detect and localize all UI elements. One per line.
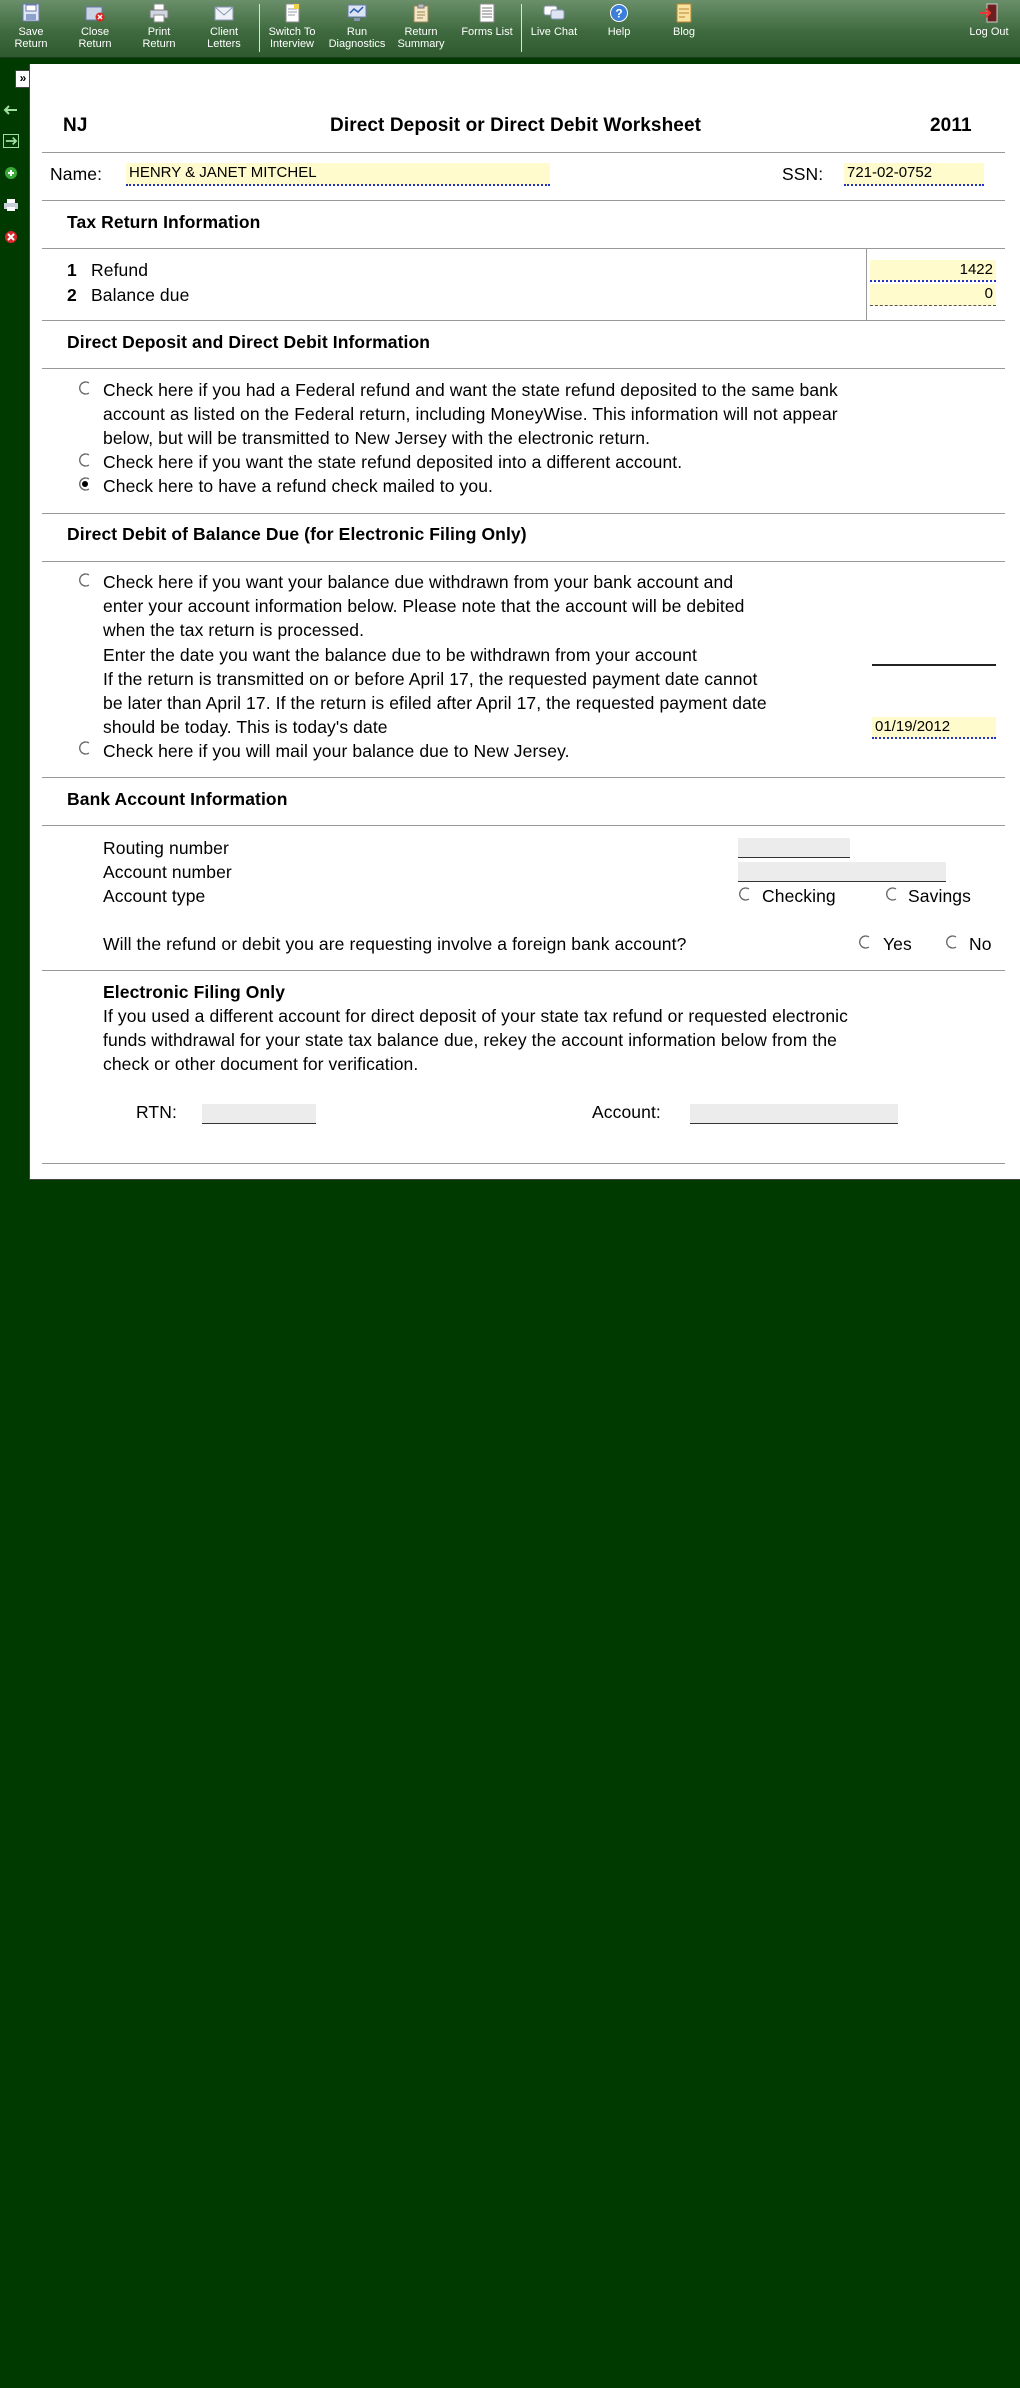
blog-label: Blog — [672, 26, 696, 38]
floppy-icon — [20, 3, 42, 23]
chat-icon — [543, 3, 565, 23]
toolbar — [0, 0, 1020, 58]
checking-label: Checking — [762, 886, 836, 906]
svg-text:?: ? — [615, 6, 623, 21]
mail-check-option: Check here to have a refund check mailed to you. — [103, 476, 494, 496]
forward-arrow-icon[interactable] — [3, 134, 19, 148]
close-return-label-2: Return — [78, 38, 112, 50]
live-chat-label: Live Chat — [530, 26, 578, 38]
section-direct-deposit: Direct Deposit and Direct Debit Information — [67, 332, 431, 352]
return-summary-label-1: Return — [404, 26, 438, 38]
run-diagnostics-label-2: Diagnostics — [328, 38, 386, 50]
todays-date-field: 01/19/2012 — [872, 717, 996, 739]
foreign-no-label: No — [969, 934, 992, 954]
save-return-label-2: Return — [14, 38, 48, 50]
page-title: Direct Deposit or Direct Debit Worksheet — [330, 115, 702, 136]
toolbar-separator — [259, 4, 260, 52]
withdraw-option-line3: when the tax return is processed. — [103, 620, 365, 640]
expand-panel-tab[interactable]: » — [15, 70, 31, 88]
divider — [42, 248, 1005, 249]
switch-interview-label-2: Interview — [269, 38, 315, 50]
mail-balance-radio[interactable] — [78, 741, 92, 755]
help-icon — [608, 3, 630, 23]
same-bank-option-line3: below, but will be transmitted to New Jersey with the electronic return. — [103, 428, 651, 448]
live-chat-button[interactable] — [523, 3, 585, 57]
state-code: NJ — [63, 115, 88, 136]
client-letters-label-2: Letters — [207, 38, 241, 50]
routing-number-field[interactable] — [738, 838, 850, 858]
document-icon — [281, 3, 303, 23]
foreign-account-question: Will the refund or debit you are requesting involve a foreign bank account? — [103, 934, 687, 954]
close-folder-icon — [84, 3, 106, 23]
print-return-label-2: Return — [142, 38, 176, 50]
save-return-button[interactable] — [0, 3, 62, 57]
section-direct-debit: Direct Debit of Balance Due (for Electronic Filing Only) — [67, 524, 527, 544]
forms-list-label: Forms List — [461, 26, 513, 38]
add-circle-icon[interactable] — [3, 166, 19, 180]
monitor-icon — [346, 3, 368, 23]
name-field[interactable]: HENRY & JANET MITCHEL — [126, 163, 550, 186]
help-button[interactable] — [588, 3, 650, 57]
divider — [42, 152, 1005, 153]
balance-due-label: Balance due — [91, 285, 190, 305]
run-diagnostics-label-1: Run — [346, 26, 368, 38]
printer-icon — [148, 3, 170, 23]
divider — [42, 320, 1005, 321]
foreign-no-radio[interactable] — [945, 935, 959, 949]
print-return-label-1: Print — [147, 26, 171, 38]
account-number-field[interactable] — [738, 862, 946, 882]
refund-label: Refund — [91, 260, 149, 280]
checking-radio[interactable] — [738, 887, 752, 901]
divider — [42, 825, 1005, 826]
mail-check-radio[interactable] — [78, 477, 92, 491]
section-bank-account: Bank Account Information — [67, 789, 288, 809]
line-1-number: 1 — [67, 260, 77, 280]
ssn-field[interactable]: 721-02-0752 — [844, 163, 984, 186]
log-out-button[interactable] — [958, 3, 1020, 57]
foreign-yes-radio[interactable] — [858, 935, 872, 949]
divider — [42, 561, 1005, 562]
line-2-number: 2 — [67, 285, 77, 305]
efile-text-line3: check or other document for verification. — [103, 1054, 419, 1074]
foreign-yes-label: Yes — [883, 934, 912, 954]
divider — [42, 777, 1005, 778]
routing-number-label: Routing number — [103, 838, 229, 858]
log-out-label: Log Out — [969, 26, 1009, 38]
divider — [42, 368, 1005, 369]
withdraw-balance-radio[interactable] — [78, 573, 92, 587]
section-tax-return-info: Tax Return Information — [67, 212, 261, 232]
same-bank-option-line1: Check here if you had a Federal refund and want the state refund deposited to the same bank — [103, 380, 838, 400]
mail-balance-option: Check here if you will mail your balance due to New Jersey. — [103, 741, 570, 761]
rtn-label: RTN: — [136, 1102, 177, 1122]
efile-section-title: Electronic Filing Only — [103, 982, 286, 1002]
account-verify-field[interactable] — [690, 1104, 898, 1124]
different-account-radio[interactable] — [78, 453, 92, 467]
toolbar-separator — [521, 4, 522, 52]
account-number-label: Account number — [103, 862, 232, 882]
same-bank-option-line2: account as listed on the Federal return, including MoneyWise. This information will not appear — [103, 404, 838, 424]
print-icon[interactable] — [3, 198, 19, 212]
blog-icon — [673, 3, 695, 23]
efile-text-line1: If you used a different account for direct deposit of your state tax refund or requested electronic — [103, 1006, 849, 1026]
divider — [42, 970, 1005, 971]
return-summary-label-2: Summary — [397, 38, 445, 50]
withdraw-option-line2: enter your account information below. Please note that the account will be debited — [103, 596, 745, 616]
rtn-verify-field[interactable] — [202, 1104, 316, 1124]
refund-amount-field[interactable]: 1422 — [870, 260, 996, 282]
back-arrow-icon[interactable] — [3, 103, 19, 117]
divider — [42, 1163, 1005, 1164]
worksheet — [29, 64, 1020, 1180]
logout-icon — [978, 3, 1000, 23]
envelope-icon — [213, 3, 235, 23]
balance-due-field[interactable]: 0 — [870, 284, 996, 306]
print-return-button[interactable] — [128, 3, 190, 57]
clipboard-icon — [410, 3, 432, 23]
column-divider — [866, 248, 867, 320]
client-letters-label-1: Client — [209, 26, 239, 38]
delete-icon[interactable] — [3, 230, 19, 244]
run-diagnostics-button[interactable] — [326, 3, 388, 57]
close-return-label-1: Close — [80, 26, 110, 38]
blog-button[interactable] — [653, 3, 715, 57]
name-label: Name: — [50, 164, 103, 184]
payment-note-line1: If the return is transmitted on or before April 17, the requested payment date cannot — [103, 669, 758, 689]
client-letters-button[interactable] — [193, 3, 255, 57]
list-icon — [476, 3, 498, 23]
account-type-label: Account type — [103, 886, 206, 906]
forms-list-button[interactable] — [456, 3, 518, 57]
close-return-button[interactable] — [64, 3, 126, 57]
ssn-label: SSN: — [782, 164, 824, 184]
divider — [42, 513, 1005, 514]
return-summary-button[interactable] — [390, 3, 452, 57]
savings-radio[interactable] — [885, 887, 899, 901]
different-account-option: Check here if you want the state refund deposited into a different account. — [103, 452, 683, 472]
account-verify-label: Account: — [592, 1102, 661, 1122]
same-bank-radio[interactable] — [78, 381, 92, 395]
switch-interview-label-1: Switch To — [268, 26, 316, 38]
payment-note-line3: should be today. This is today's date — [103, 717, 388, 737]
switch-to-interview-button[interactable] — [261, 3, 323, 57]
left-rail — [0, 58, 22, 298]
divider — [42, 200, 1005, 201]
help-label: Help — [607, 26, 631, 38]
payment-note-line2: be later than April 17. If the return is efiled after April 17, the requested payment date — [103, 693, 767, 713]
withdrawal-date-label: Enter the date you want the balance due to be withdrawn from your account — [103, 645, 697, 665]
tax-year: 2011 — [930, 115, 972, 136]
save-return-label-1: Save — [18, 26, 44, 38]
withdrawal-date-field[interactable] — [872, 646, 996, 666]
withdraw-option-line1: Check here if you want your balance due withdrawn from your bank account and — [103, 572, 734, 592]
savings-label: Savings — [908, 886, 971, 906]
efile-text-line2: funds withdrawal for your state tax balance due, rekey the account information below from the — [103, 1030, 837, 1050]
